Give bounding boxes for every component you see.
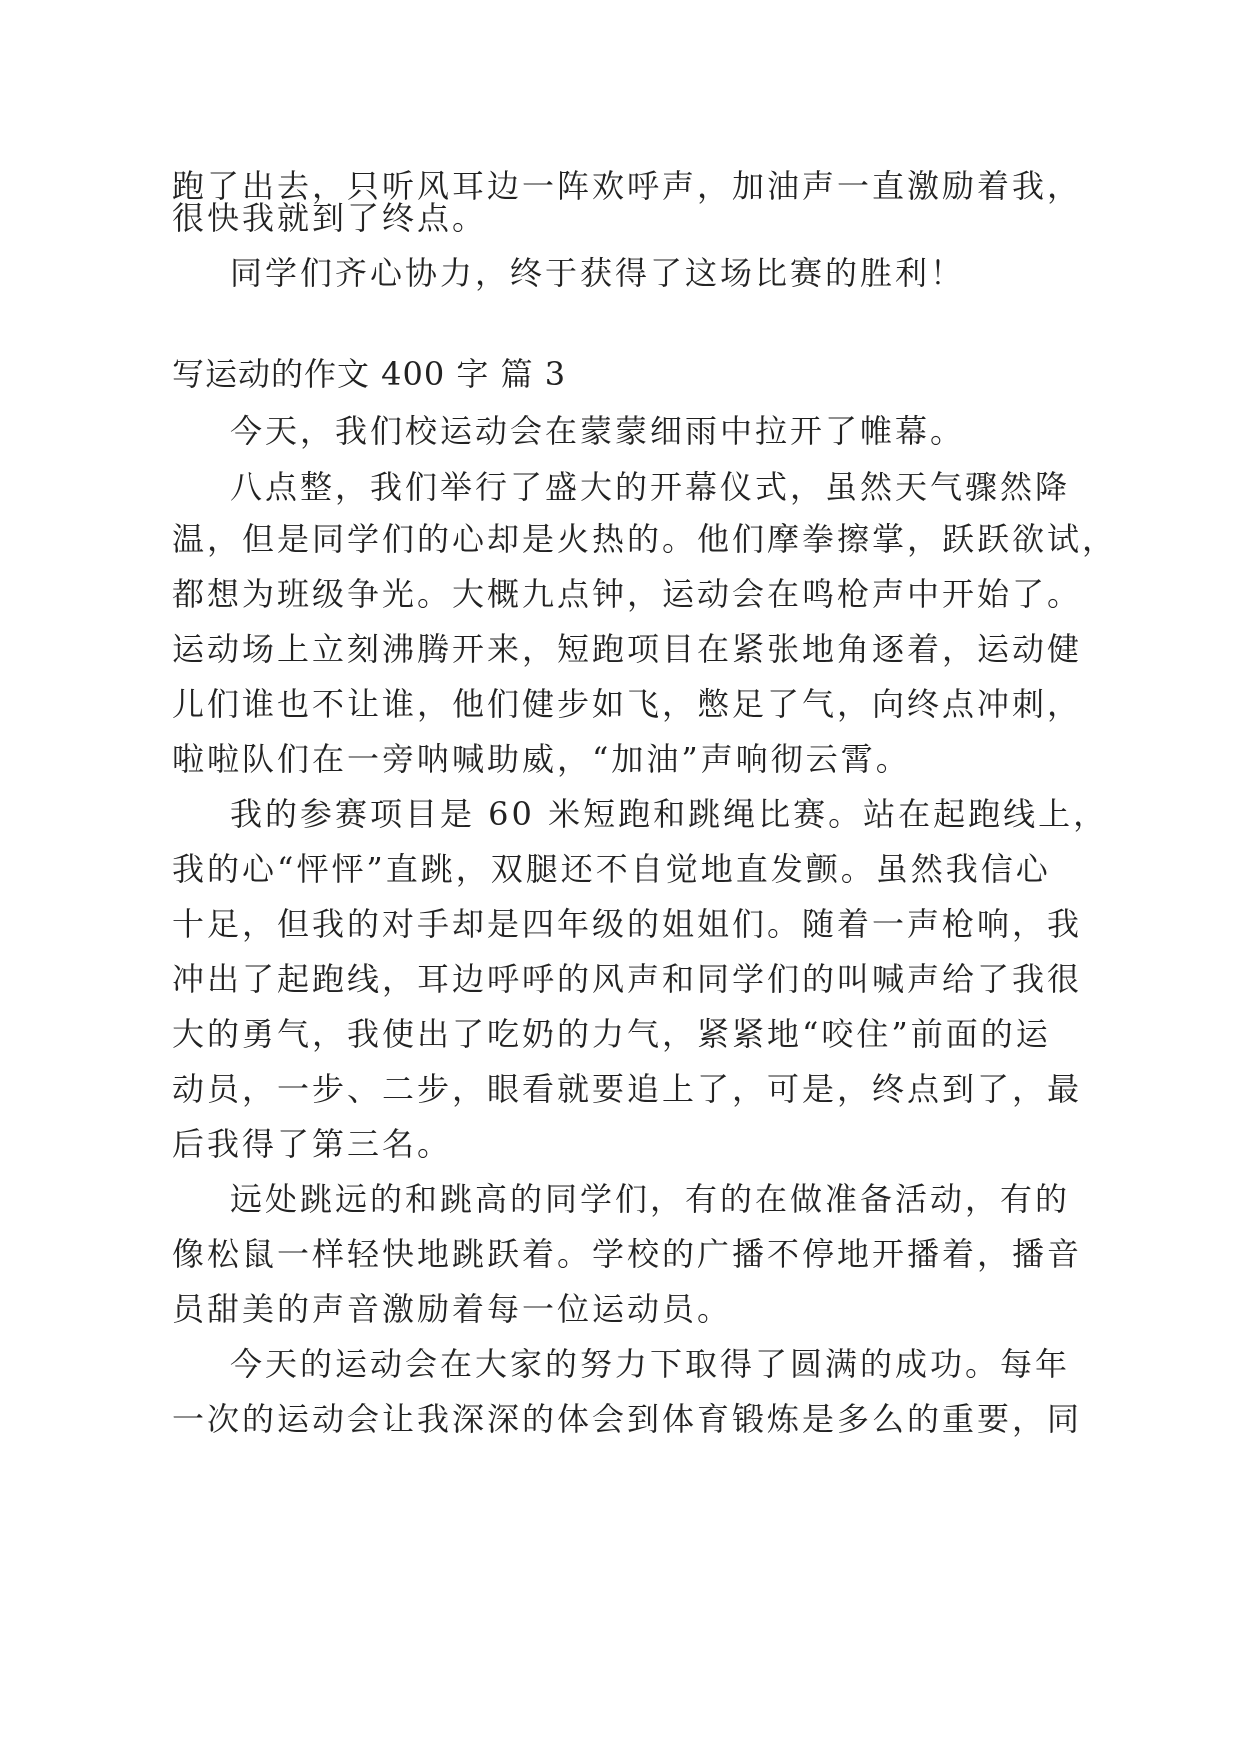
text-line: 运动场上立刻沸腾开来，短跑项目在紧张地角逐着，运动健: [172, 630, 1083, 668]
text-line: 啦啦队们在一旁呐喊助威，“加油”声响彻云霄。: [172, 740, 911, 778]
text-line: 员甜美的声音激励着每一位运动员。: [172, 1290, 733, 1328]
text-line: 动员，一步、二步，眼看就要追上了，可是，终点到了，最: [172, 1070, 1083, 1108]
text-line: 像松鼠一样轻快地跳跃着。学校的广播不停地开播着，播音: [172, 1235, 1083, 1273]
text-line: 同学们齐心协力，终于获得了这场比赛的胜利！: [230, 254, 966, 292]
text-line: 很快我就到了终点。: [172, 199, 488, 237]
section-title: 写运动的作文 400 字 篇 3: [172, 355, 567, 393]
text-line: 后我得了第三名。: [172, 1125, 453, 1163]
text-line: 今天，我们校运动会在蒙蒙细雨中拉开了帷幕。: [230, 412, 966, 450]
text-line: 都想为班级争光。大概九点钟，运动会在鸣枪声中开始了。: [172, 575, 1083, 613]
text-line: 儿们谁也不让谁，他们健步如飞，憋足了气，向终点冲刺，: [172, 685, 1083, 723]
text-line: 八点整，我们举行了盛大的开幕仪式，虽然天气骤然降: [230, 468, 1071, 506]
text-line: 远处跳远的和跳高的同学们，有的在做准备活动，有的: [230, 1180, 1071, 1218]
text-line: 我的参赛项目是 60 米短跑和跳绳比赛。站在起跑线上，: [230, 795, 1109, 833]
text-line: 跑了出去，只听风耳边一阵欢呼声，加油声一直激励着我，: [172, 167, 1083, 205]
text-line: 温，但是同学们的心却是火热的。他们摩拳擦掌，跃跃欲试，: [172, 520, 1118, 558]
text-line: 今天的运动会在大家的努力下取得了圆满的成功。每年: [230, 1345, 1071, 1383]
text-line: 我的心“怦怦”直跳，双腿还不自觉地直发颤。虽然我信心: [172, 850, 1051, 888]
text-line: 十足，但我的对手却是四年级的姐姐们。随着一声枪响，我: [172, 905, 1083, 943]
text-line: 冲出了起跑线，耳边呼呼的风声和同学们的叫喊声给了我很: [172, 960, 1083, 998]
text-line: 一次的运动会让我深深的体会到体育锻炼是多么的重要，同: [172, 1400, 1083, 1438]
text-line: 大的勇气，我使出了吃奶的力气，紧紧地“咬住”前面的运: [172, 1015, 1051, 1053]
